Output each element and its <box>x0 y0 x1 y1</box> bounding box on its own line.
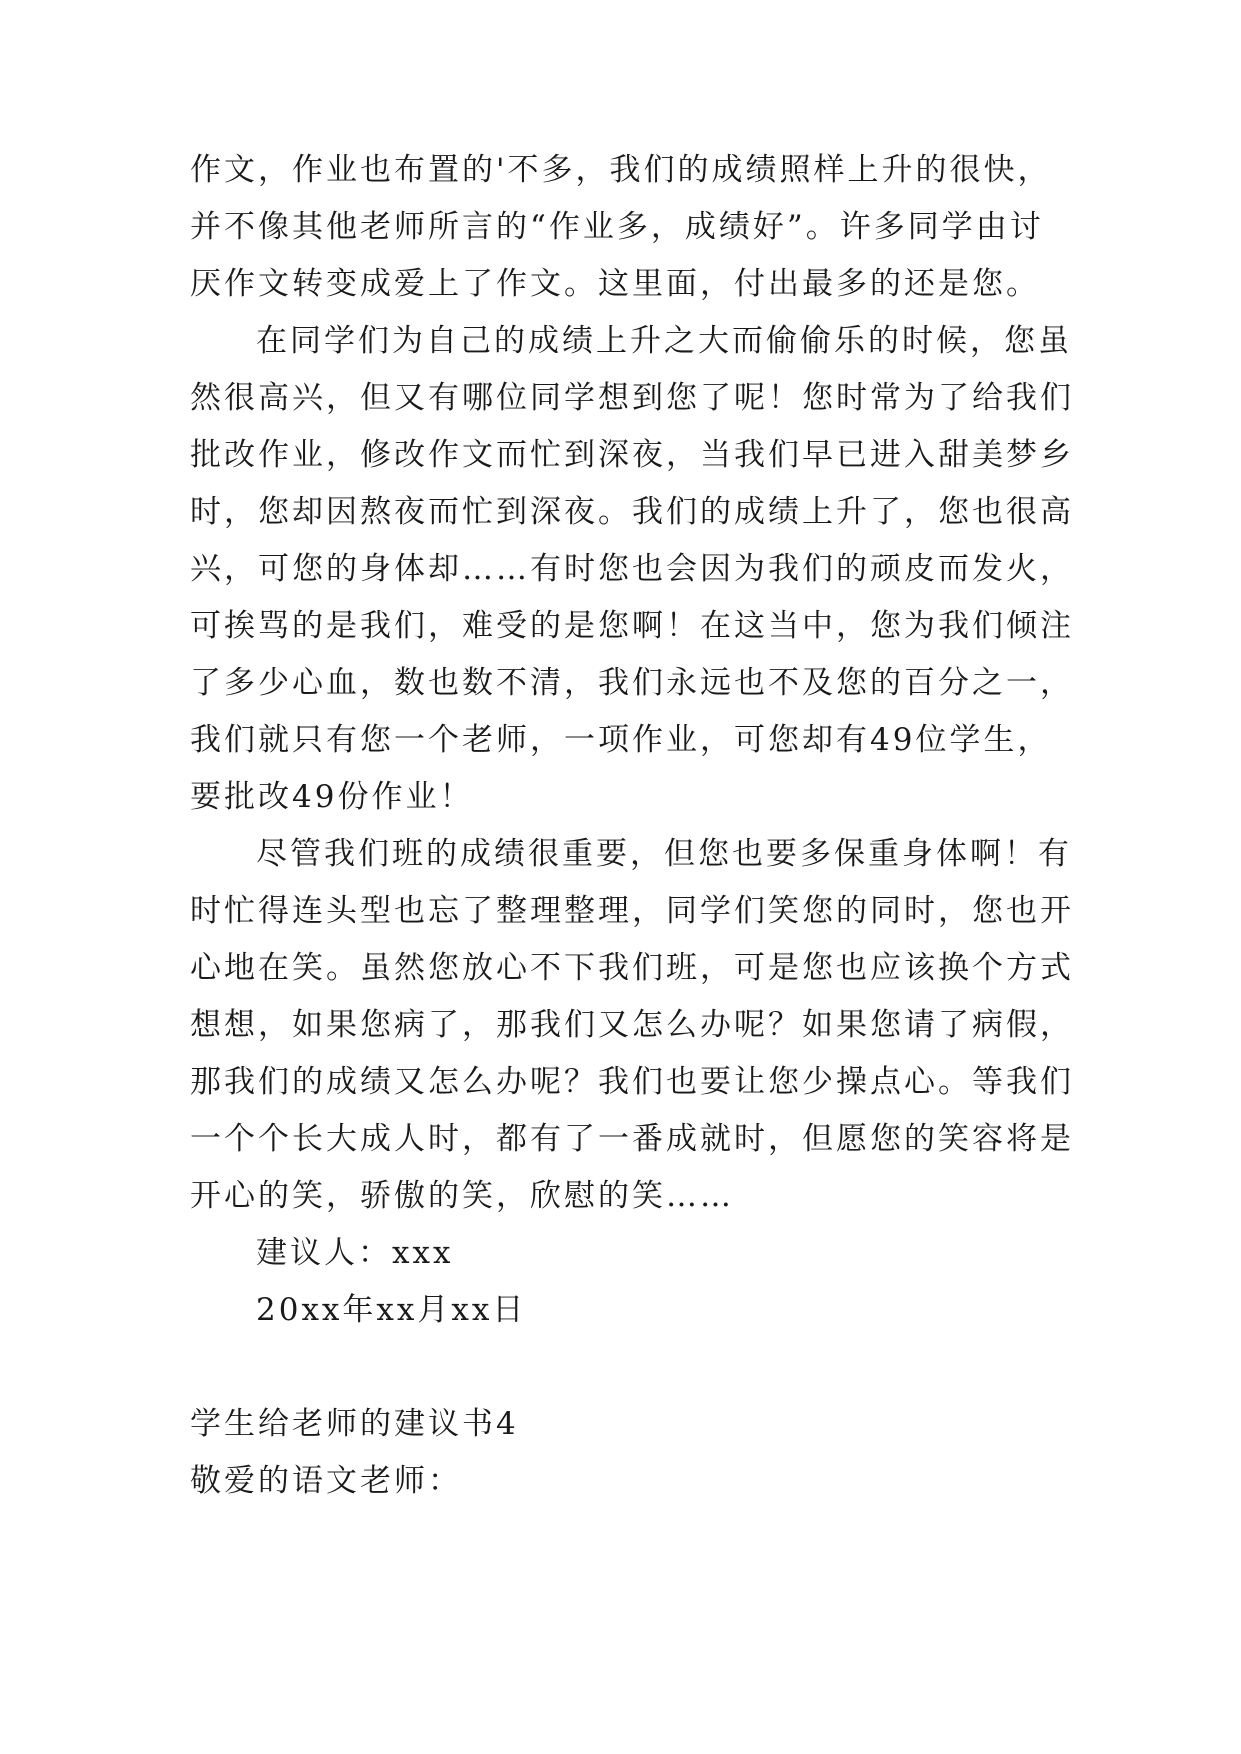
paragraph-line: 厌作文转变成爱上了作文。这里面，付出最多的还是您。 <box>190 266 1040 302</box>
paragraph-line: 批改作业，修改作文而忙到深夜，当我们早已进入甜美梦乡 <box>190 437 1074 473</box>
paragraph-line: 要批改49份作业！ <box>190 779 474 815</box>
paragraph-line: 心地在笑。虽然您放心不下我们班，可是您也应该换个方式 <box>190 950 1074 986</box>
signature-date: 20xx年xx月xx日 <box>256 1292 527 1328</box>
paragraph-line: 那我们的成绩又怎么办呢？我们也要让您少操点心。等我们 <box>190 1064 1074 1100</box>
paragraph-line: 可挨骂的是我们，难受的是您啊！在这当中，您为我们倾注 <box>190 608 1074 644</box>
paragraph-line: 并不像其他老师所言的“作业多，成绩好”。许多同学由讨 <box>190 209 1044 245</box>
paragraph-line: 然很高兴，但又有哪位同学想到您了呢！您时常为了给我们 <box>190 380 1074 416</box>
paragraph-line: 在同学们为自己的成绩上升之大而偷偷乐的时候，您虽 <box>256 323 1072 359</box>
section-title: 学生给老师的建议书4 <box>190 1406 519 1442</box>
paragraph-line: 我们就只有您一个老师，一项作业，可您却有49位学生， <box>190 722 1052 758</box>
paragraph-line: 想想，如果您病了，那我们又怎么办呢？如果您请了病假， <box>190 1007 1074 1043</box>
paragraph-line: 时忙得连头型也忘了整理整理，同学们笑您的同时，您也开 <box>190 893 1074 929</box>
paragraph-line: 开心的笑，骄傲的笑，欣慰的笑…… <box>190 1178 734 1214</box>
paragraph-line: 兴，可您的身体却……有时您也会因为我们的顽皮而发火， <box>190 551 1074 587</box>
paragraph-line: 了多少心血，数也数不清，我们永远也不及您的百分之一， <box>190 665 1074 701</box>
paragraph-line: 时，您却因熬夜而忙到深夜。我们的成绩上升了，您也很高 <box>190 494 1074 530</box>
salutation: 敬爱的语文老师： <box>190 1463 462 1499</box>
paragraph-line: 尽管我们班的成绩很重要，但您也要多保重身体啊！有 <box>256 836 1072 872</box>
paragraph-line: 一个个长大成人时，都有了一番成就时，但愿您的笑容将是 <box>190 1121 1074 1157</box>
paragraph-line: 作文，作业也布置的'不多，我们的成绩照样上升的很快， <box>190 152 1052 188</box>
signature-proposer: 建议人：xxx <box>256 1235 454 1271</box>
